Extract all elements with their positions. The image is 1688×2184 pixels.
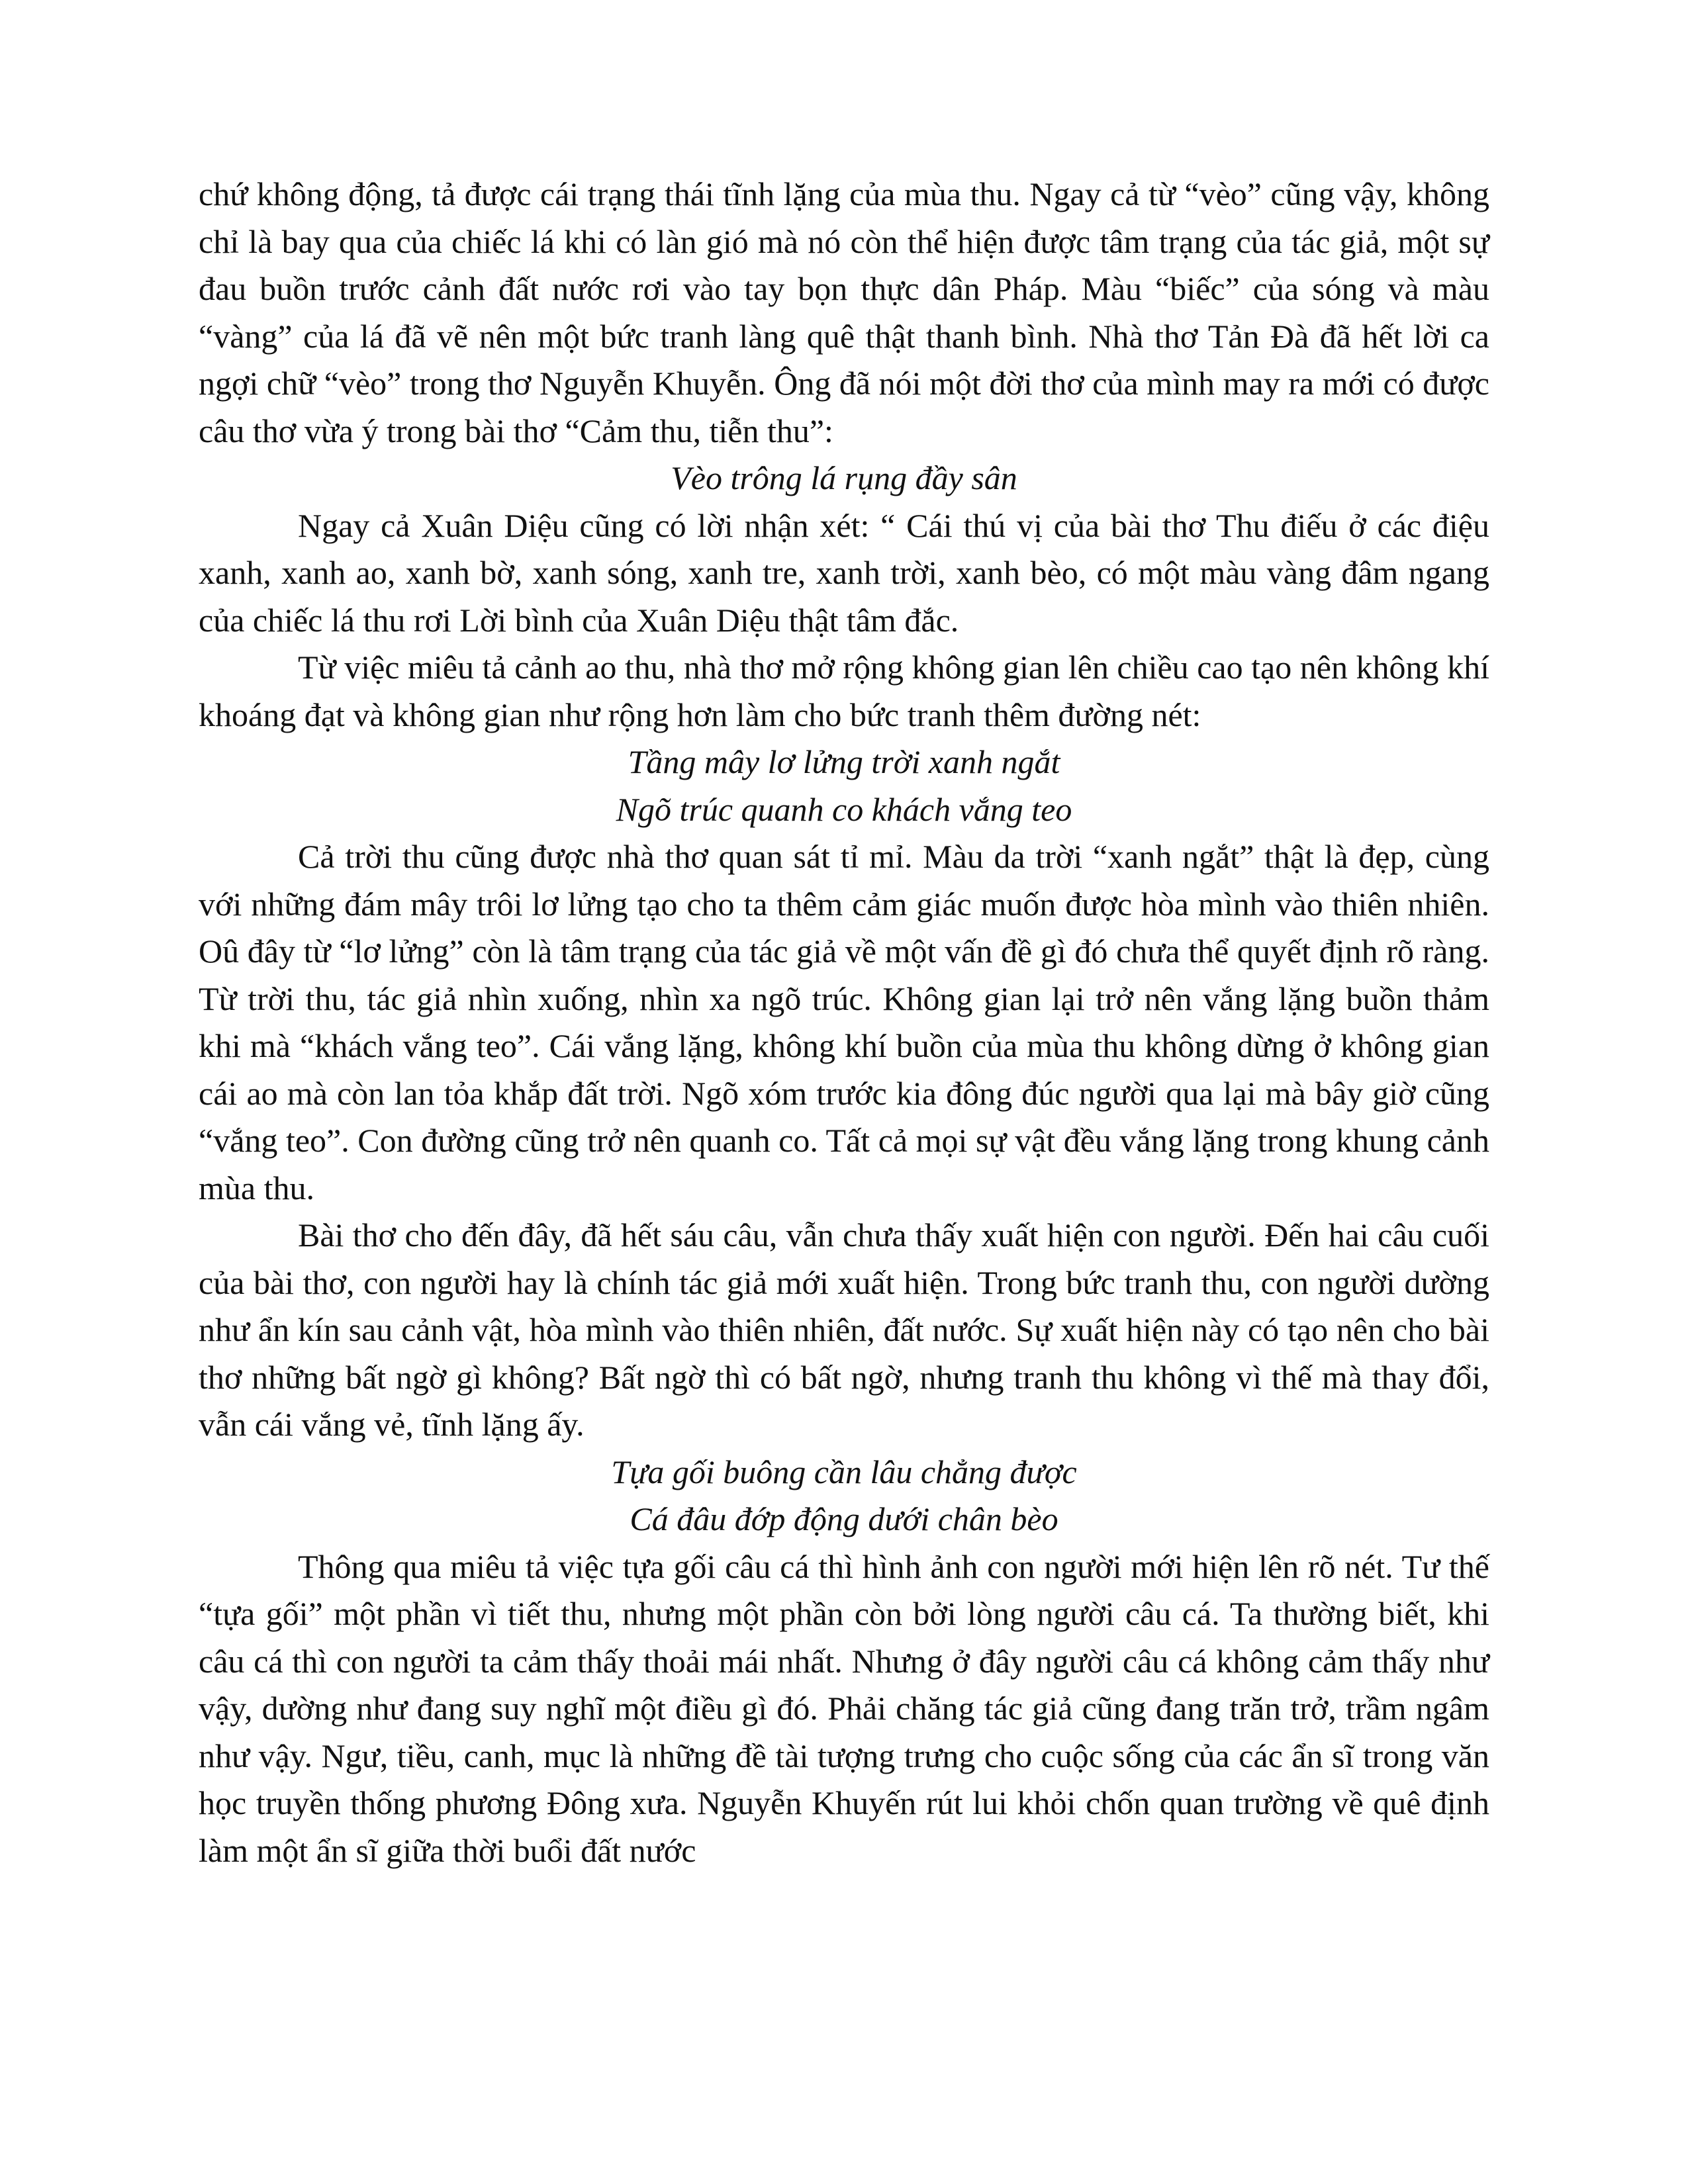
verse-line: Cá đâu đớp động dưới chân bèo (630, 1500, 1058, 1537)
verse-line: Tựa gối buông cần lâu chẳng được (611, 1453, 1077, 1490)
verse-line: Ngõ trúc quanh co khách vắng teo (616, 790, 1072, 828)
verse-line: Vèo trông lá rụng đầy sân (671, 459, 1017, 496)
document-page (199, 171, 1489, 1874)
verse-line: Tầng mây lơ lửng trời xanh ngắt (628, 743, 1060, 780)
paragraph: chứ không động, tả được cái trạng thái tĩnh lặng của mùa thu. Ngay cả từ “vèo” cũng vậy, không chỉ là bay qua của chiếc lá khi có làn gió mà nó còn thể hiện được tâm trạng của tác giả, một sự đau buồn trước cảnh đất nước rơi vào tay bọn thực dân Pháp. Màu “biếc” của sóng và màu “vàng” của lá đã vẽ nên một bức tranh làng quê thật thanh bình. Nhà thơ Tản Đà đã hết lời ca ngợi chữ “vèo” trong thơ Nguyễn Khuyễn. Ông đã nói một đời thơ của mình may ra mới có được câu thơ vừa ý trong bài thơ “Cảm thu, tiễn thu”: (199, 175, 1489, 449)
paragraph: Bài thơ cho đến đây, đã hết sáu câu, vẫn chưa thấy xuất hiện con người. Đến hai câu cuối của bài thơ, con người hay là chính tác giả mới xuất hiện. Trong bức tranh thu, con người dường như ẩn kín sau cảnh vật, hòa mình vào thiên nhiên, đất nước. Sự xuất hiện này có tạo nên cho bài thơ những bất ngờ gì không? Bất ngờ thì có bất ngờ, nhưng tranh thu không vì thế mà thay đổi, vẫn cái vắng vẻ, tĩnh lặng ấy. (199, 1216, 1489, 1443)
paragraph: Từ việc miêu tả cảnh ao thu, nhà thơ mở rộng không gian lên chiều cao tạo nên không khí khoáng đạt và không gian như rộng hơn làm cho bức tranh thêm đường nét: (199, 649, 1489, 733)
paragraph: Cả trời thu cũng được nhà thơ quan sát tỉ mỉ. Màu da trời “xanh ngắt” thật là đẹp, cùng với những đám mây trôi lơ lửng tạo cho ta thêm cảm giác muốn được hòa mình vào thiên nhiên. Oû đây từ “lơ lửng” còn là tâm trạng của tác giả về một vấn đề gì đó chưa thể quyết định rõ ràng. Từ trời thu, tác giả nhìn xuống, nhìn xa ngõ trúc. Không gian lại trở nên vắng lặng buồn thảm khi mà “khách vắng teo”. Cái vắng lặng, không khí buồn của mùa thu không dừng ở không gian cái ao mà còn lan tỏa khắp đất trời. Ngõ xóm trước kia đông đúc người qua lại mà bây giờ cũng “vắng teo”. Con đường cũng trở nên quanh co. Tất cả mọi sự vật đều vắng lặng trong khung cảnh mùa thu. (199, 838, 1489, 1206)
paragraph: Thông qua miêu tả việc tựa gối câu cá thì hình ảnh con người mới hiện lên rõ nét. Tư thế “tựa gối” một phần vì tiết thu, nhưng một phần còn bởi lòng người câu cá. Ta thường biết, khi câu cá thì con người ta cảm thấy thoải mái nhất. Nhưng ở đây người câu cá không cảm thấy như vậy, dường như đang suy nghĩ một điều gì đó. Phải chăng tác giả cũng đang trăn trở, trầm ngâm như vậy. Ngư, tiều, canh, mục là những đề tài tượng trưng cho cuộc sống của các ẩn sĩ trong văn học truyền thống phương Đông xưa. Nguyễn Khuyến rút lui khỏi chốn quan trường về quê định làm một ẩn sĩ giữa thời buổi đất nước (199, 1547, 1489, 1869)
paragraph: Ngay cả Xuân Diệu cũng có lời nhận xét: “ Cái thú vị của bài thơ Thu điếu ở các điệu xanh, xanh ao, xanh bờ, xanh sóng, xanh tre, xanh trời, xanh bèo, có một màu vàng đâm ngang của chiếc lá thu rơi Lời bình của Xuân Diệu thật tâm đắc. (199, 506, 1489, 639)
